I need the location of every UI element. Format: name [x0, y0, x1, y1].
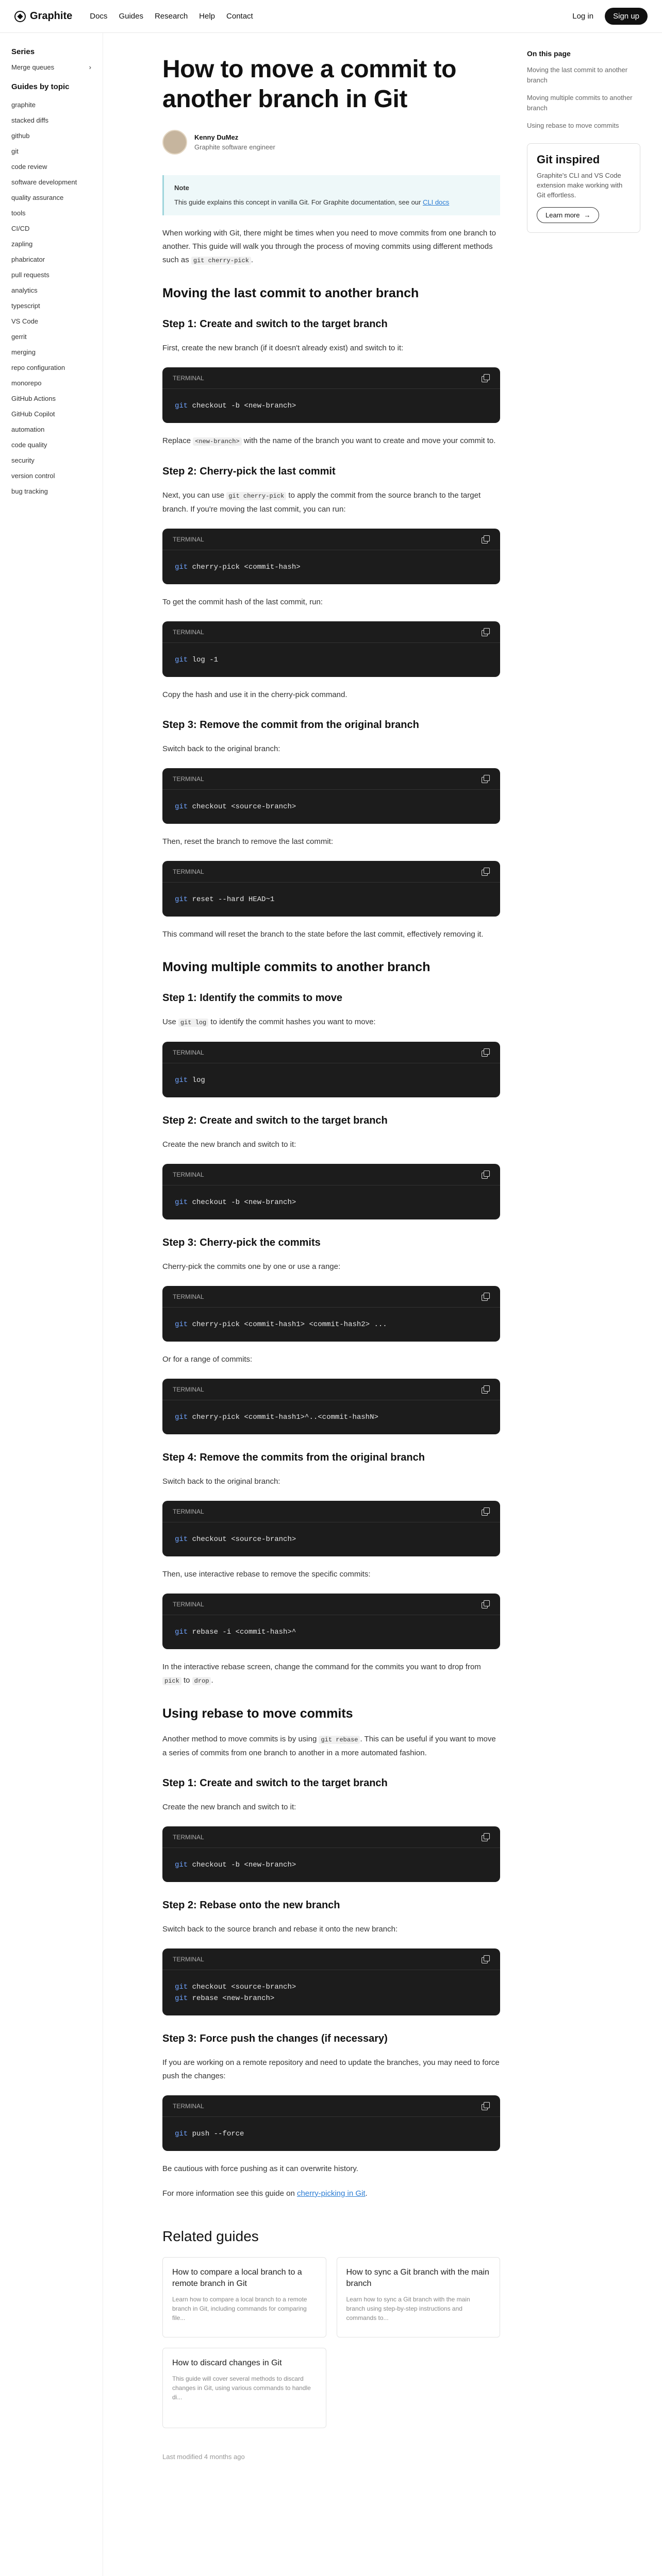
- copy-icon[interactable]: [481, 867, 490, 876]
- card-description: This guide will cover several methods to discard changes in Git, using various commands to handle di...: [172, 2375, 311, 2401]
- terminal-label: TERMINAL: [173, 2102, 204, 2110]
- paragraph: For more information see this guide on cherry-picking in Git.: [162, 2189, 368, 2198]
- related-guide-card[interactable]: [162, 2257, 326, 2337]
- nav-link-docs[interactable]: Docs: [90, 12, 108, 21]
- sidebar-topic[interactable]: VS Code: [11, 317, 39, 325]
- sidebar-topic[interactable]: gerrit: [11, 333, 27, 341]
- code-line: git checkout -b <new-branch>: [175, 1198, 296, 1207]
- toc-item[interactable]: Using rebase to move commits: [527, 122, 619, 129]
- step-heading: Step 2: Rebase onto the new branch: [162, 1900, 340, 1911]
- paragraph: This command will reset the branch to the state before the last commit, effectively removing it.: [162, 930, 484, 939]
- related-guide-card[interactable]: [162, 2348, 326, 2428]
- step-heading: Step 3: Cherry-pick the commits: [162, 1237, 321, 1248]
- table-of-contents: [527, 49, 640, 233]
- code-line: git cherry-pick <commit-hash>: [175, 563, 301, 571]
- code-line: git checkout -b <new-branch>: [175, 1861, 296, 1869]
- terminal-label: TERMINAL: [173, 1955, 204, 1963]
- sidebar-topic[interactable]: stacked diffs: [11, 116, 49, 124]
- card-description: Learn how to sync a Git branch with the main branch using step-by-step instructions and commands to...: [346, 2296, 470, 2321]
- sidebar-topic[interactable]: automation: [11, 426, 45, 433]
- author-role: Graphite software engineer: [194, 143, 275, 151]
- terminal-block: [162, 2095, 500, 2151]
- sidebar-topic[interactable]: code quality: [11, 441, 47, 449]
- cli-docs-link[interactable]: CLI docs: [422, 198, 450, 206]
- terminal-label: TERMINAL: [173, 1833, 204, 1841]
- section-heading: Moving the last commit to another branch: [162, 286, 419, 300]
- terminal-block: [162, 1164, 500, 1219]
- sidebar-topic[interactable]: GitHub Copilot: [11, 410, 55, 418]
- sidebar-topic[interactable]: github: [11, 132, 30, 140]
- paragraph: Copy the hash and use it in the cherry-pick command.: [162, 690, 347, 699]
- copy-icon[interactable]: [481, 2102, 490, 2111]
- terminal-label: TERMINAL: [173, 1600, 204, 1608]
- code-line: git checkout <source-branch> git rebase <new-branch>: [175, 1983, 296, 2003]
- login-link[interactable]: Log in: [572, 12, 594, 21]
- cherry-pick-guide-link[interactable]: cherry-picking in Git: [296, 2189, 366, 2198]
- paragraph: Next, you can use git cherry-pick to apply the commit from the source branch to the target branch. If you're moving the last commit, you can run:: [162, 491, 481, 514]
- code-line: git cherry-pick <commit-hash1>^..<commit-hashN>: [175, 1413, 378, 1421]
- sidebar: [0, 33, 103, 2576]
- paragraph: Or for a range of commits:: [162, 1355, 253, 1364]
- code-line: git rebase -i <commit-hash>^: [175, 1628, 296, 1636]
- step-heading: Step 4: Remove the commits from the original branch: [162, 1452, 425, 1463]
- terminal-label: TERMINAL: [173, 1385, 204, 1393]
- inline-code: git rebase: [319, 1736, 360, 1744]
- paragraph: Switch back to the source branch and rebase it onto the new branch:: [162, 1925, 398, 1934]
- graphite-logo[interactable]: [14, 10, 72, 22]
- step-heading: Step 3: Force push the changes (if necessary): [162, 2033, 388, 2044]
- promo-text: Graphite's CLI and VS Code extension make working with Git effortless.: [537, 172, 623, 199]
- sidebar-topic[interactable]: version control: [11, 472, 55, 480]
- signup-button[interactable]: Sign up: [605, 8, 648, 25]
- step-heading: Step 3: Remove the commit from the original branch: [162, 719, 419, 731]
- terminal-block: [162, 861, 500, 917]
- paragraph: Create the new branch and switch to it:: [162, 1140, 296, 1149]
- nav-link-contact[interactable]: Contact: [226, 12, 253, 21]
- code-line: git log: [175, 1076, 205, 1084]
- paragraph: To get the commit hash of the last commit, run:: [162, 598, 323, 606]
- toc-item[interactable]: Moving multiple commits to another branch: [527, 94, 633, 112]
- sidebar-topic[interactable]: tools: [11, 209, 26, 217]
- page-title: How to move a commit to another branch in Git: [162, 56, 456, 113]
- step-heading: Step 2: Cherry-pick the last commit: [162, 466, 336, 477]
- paragraph: Be cautious with force pushing as it can overwrite history.: [162, 2164, 358, 2173]
- sidebar-topic[interactable]: phabricator: [11, 256, 45, 263]
- card-title: How to compare a local branch to a remote branch in Git: [172, 2268, 302, 2288]
- sidebar-topic[interactable]: analytics: [11, 286, 38, 294]
- step-heading: Step 1: Create and switch to the target branch: [162, 318, 388, 330]
- sidebar-topic[interactable]: typescript: [11, 302, 40, 310]
- sidebar-topic[interactable]: monorepo: [11, 379, 42, 387]
- section-heading: Moving multiple commits to another branch: [162, 960, 431, 974]
- terminal-block: [162, 1379, 500, 1434]
- arrow-right-icon: →: [584, 211, 591, 219]
- series-item-label: Merge queues: [11, 63, 55, 71]
- sidebar-topic[interactable]: bug tracking: [11, 487, 48, 495]
- terminal-label: TERMINAL: [173, 1048, 204, 1056]
- card-description: Learn how to compare a local branch to a remote branch in Git, including commands for comparing file...: [172, 2296, 307, 2321]
- terminal-label: TERMINAL: [173, 535, 204, 543]
- toc-heading: On this page: [527, 49, 571, 58]
- copy-icon[interactable]: [481, 1385, 490, 1394]
- sidebar-topic[interactable]: software development: [11, 178, 77, 186]
- promo-title: Git inspired: [537, 153, 600, 166]
- top-nav: [0, 0, 662, 33]
- intro-paragraph: When working with Git, there might be times when you need to move commits from one branch to another. This guide will walk you through the process of moving commits using different methods such as git cherry-pick .: [162, 229, 496, 264]
- terminal-label: TERMINAL: [173, 374, 204, 382]
- paragraph: Switch back to the original branch:: [162, 744, 280, 753]
- terminal-block: [162, 1948, 500, 2015]
- terminal-block: [162, 529, 500, 584]
- terminal-label: TERMINAL: [173, 775, 204, 783]
- sidebar-topic[interactable]: zapling: [11, 240, 33, 248]
- terminal-label: TERMINAL: [173, 1507, 204, 1515]
- sidebar-topic[interactable]: code review: [11, 163, 47, 171]
- paragraph: Then, use interactive rebase to remove the specific commits:: [162, 1570, 371, 1579]
- promo-card: [527, 143, 640, 233]
- note-callout: [162, 175, 500, 215]
- terminal-block: [162, 1042, 500, 1097]
- author-name: Kenny DuMez: [194, 133, 239, 141]
- related-guides: [162, 2257, 500, 2428]
- inline-code: drop: [192, 1677, 211, 1685]
- sidebar-topic[interactable]: graphite: [11, 101, 36, 109]
- paragraph: Switch back to the original branch:: [162, 1477, 280, 1486]
- brand-name: Graphite: [30, 10, 73, 22]
- card-title: How to discard changes in Git: [172, 2359, 282, 2367]
- paragraph: If you are working on a remote repository and need to update the branches, you may need to force push the changes:: [162, 2058, 500, 2080]
- terminal-label: TERMINAL: [173, 1171, 204, 1178]
- terminal-block: [162, 1501, 500, 1556]
- inline-code: pick: [162, 1677, 181, 1685]
- note-title: Note: [174, 184, 189, 192]
- code-line: git reset --hard HEAD~1: [175, 895, 275, 904]
- paragraph: Replace <new-branch> with the name of the branch you want to create and move your commit to.: [162, 436, 496, 445]
- copy-icon[interactable]: [481, 1170, 490, 1179]
- step-heading: Step 1: Identify the commits to move: [162, 992, 342, 1004]
- copy-icon[interactable]: [481, 1292, 490, 1301]
- learn-more-button[interactable]: Learn more →: [537, 207, 599, 223]
- section-heading: Using rebase to move commits: [162, 1706, 353, 1721]
- copy-icon[interactable]: [481, 774, 490, 784]
- step-heading: Step 2: Create and switch to the target branch: [162, 1115, 388, 1126]
- note-text: This guide explains this concept in vanilla Git. For Graphite documentation, see our: [174, 198, 423, 206]
- sidebar-topic[interactable]: security: [11, 456, 35, 464]
- paragraph: Cherry-pick the commits one by one or use a range:: [162, 1262, 341, 1271]
- topics-heading: Guides by topic: [11, 82, 70, 91]
- sidebar-topic[interactable]: quality assurance: [11, 194, 64, 201]
- terminal-label: TERMINAL: [173, 868, 204, 875]
- sidebar-topic[interactable]: git: [11, 147, 19, 155]
- avatar: [162, 130, 187, 155]
- sidebar-topic[interactable]: CI/CD: [11, 225, 30, 232]
- sidebar-topic[interactable]: GitHub Actions: [11, 395, 56, 402]
- inline-code: git cherry-pick: [191, 257, 251, 265]
- terminal-block: [162, 1594, 500, 1649]
- terminal-block: [162, 1286, 500, 1342]
- related-guides-heading: Related guides: [162, 2228, 259, 2244]
- terminal-label: TERMINAL: [173, 628, 204, 636]
- copy-icon[interactable]: [481, 374, 490, 383]
- chevron-right-icon: ›: [89, 63, 91, 71]
- inline-code: git cherry-pick: [226, 492, 286, 500]
- code-line: git checkout <source-branch>: [175, 803, 296, 811]
- card-title: How to sync a Git branch with the main branch: [346, 2268, 489, 2288]
- code-line: git push --force: [175, 2130, 244, 2138]
- sidebar-topic[interactable]: pull requests: [11, 271, 49, 279]
- toc-item[interactable]: Moving the last commit to another branch: [527, 66, 628, 84]
- graphite-logo-icon: [14, 11, 26, 22]
- article: [162, 33, 500, 2461]
- terminal-label: TERMINAL: [173, 1293, 204, 1300]
- last-modified: Last modified 4 months ago: [162, 2453, 245, 2461]
- nav-link-help[interactable]: Help: [199, 12, 216, 21]
- paragraph: First, create the new branch (if it doesn't already exist) and switch to it:: [162, 344, 404, 352]
- paragraph: Then, reset the branch to remove the last commit:: [162, 837, 333, 846]
- related-guide-card[interactable]: [337, 2257, 501, 2337]
- step-heading: Step 1: Create and switch to the target branch: [162, 1777, 388, 1789]
- author-block: [162, 130, 500, 155]
- copy-icon[interactable]: [481, 1833, 490, 1842]
- copy-icon[interactable]: [481, 1955, 490, 1964]
- sidebar-topic[interactable]: merging: [11, 348, 36, 356]
- series-heading: Series: [11, 47, 35, 56]
- code-line: git log -1: [175, 656, 219, 664]
- copy-icon[interactable]: [481, 628, 490, 637]
- paragraph: Another method to move commits is by using git rebase . This can be useful if you want to move a series of commits from one branch to another in a more automated fashion.: [162, 1735, 496, 1757]
- inline-code: git log: [178, 1019, 208, 1027]
- copy-icon[interactable]: [481, 1048, 490, 1057]
- copy-icon[interactable]: [481, 1600, 490, 1609]
- terminal-block: [162, 1826, 500, 1882]
- inline-code: <new-branch>: [193, 437, 241, 446]
- copy-icon[interactable]: [481, 535, 490, 544]
- nav-link-guides[interactable]: Guides: [119, 12, 143, 21]
- paragraph: Use git log to identify the commit hashes you want to move:: [162, 1018, 376, 1026]
- sidebar-topic[interactable]: repo configuration: [11, 364, 65, 371]
- series-item-merge-queues[interactable]: [11, 63, 91, 71]
- nav-link-research[interactable]: Research: [154, 12, 188, 21]
- code-line: git checkout -b <new-branch>: [175, 402, 296, 410]
- nav-links: [90, 12, 253, 21]
- terminal-block: [162, 621, 500, 677]
- paragraph: Create the new branch and switch to it:: [162, 1803, 296, 1811]
- code-line: git checkout <source-branch>: [175, 1535, 296, 1544]
- copy-icon[interactable]: [481, 1507, 490, 1516]
- code-line: git cherry-pick <commit-hash1> <commit-hash2> ...: [175, 1320, 387, 1329]
- terminal-block: [162, 367, 500, 423]
- paragraph: In the interactive rebase screen, change the command for the commits you want to drop from pick to drop .: [162, 1663, 481, 1685]
- terminal-block: [162, 768, 500, 824]
